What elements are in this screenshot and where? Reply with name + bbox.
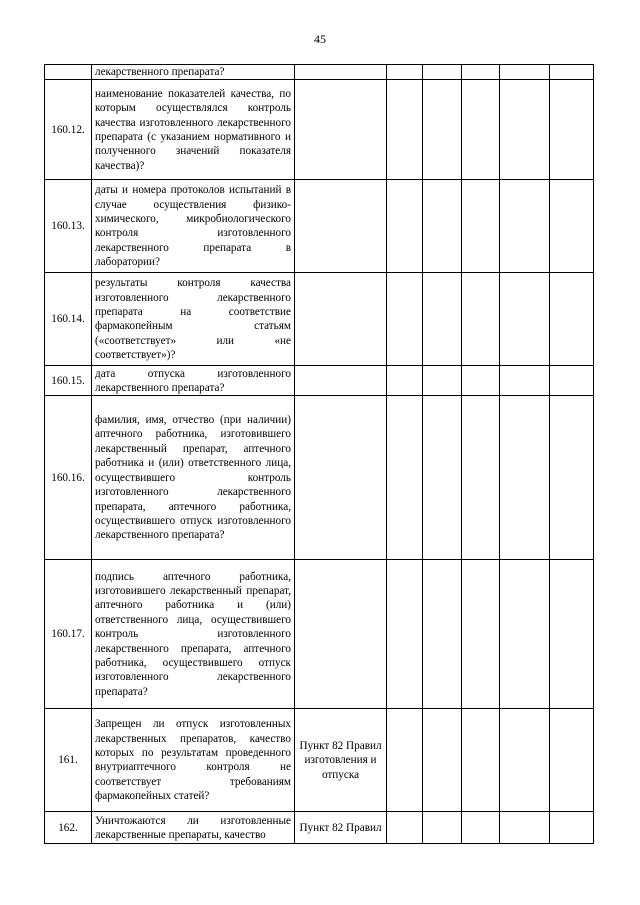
empty-cell xyxy=(550,396,594,560)
table-row xyxy=(45,65,594,80)
item-question: Уничтожаются ли изготовленные лекарственные препараты, качество xyxy=(92,812,295,844)
empty-cell xyxy=(423,80,462,180)
empty-cell xyxy=(423,812,462,844)
table-row xyxy=(45,273,594,366)
table-row xyxy=(45,80,594,180)
empty-cell xyxy=(500,812,550,844)
table-row xyxy=(45,812,594,844)
empty-cell xyxy=(462,273,500,366)
empty-cell xyxy=(500,180,550,273)
item-reference xyxy=(295,560,387,709)
item-reference xyxy=(295,366,387,396)
empty-cell xyxy=(462,709,500,812)
empty-cell xyxy=(462,180,500,273)
empty-cell xyxy=(387,396,423,560)
empty-cell xyxy=(500,65,550,80)
empty-cell xyxy=(550,709,594,812)
empty-cell xyxy=(462,65,500,80)
empty-cell xyxy=(423,396,462,560)
empty-cell xyxy=(550,80,594,180)
item-number: 161. xyxy=(45,709,92,812)
empty-cell xyxy=(500,709,550,812)
empty-cell xyxy=(550,560,594,709)
item-reference xyxy=(295,273,387,366)
empty-cell xyxy=(462,366,500,396)
empty-cell xyxy=(500,396,550,560)
empty-cell xyxy=(387,273,423,366)
empty-cell xyxy=(500,80,550,180)
item-number: 160.12. xyxy=(45,80,92,180)
empty-cell xyxy=(423,65,462,80)
item-number: 160.16. xyxy=(45,396,92,560)
item-reference xyxy=(295,65,387,80)
empty-cell xyxy=(387,709,423,812)
empty-cell xyxy=(500,366,550,396)
item-reference xyxy=(295,180,387,273)
item-question: даты и номера протоколов испытаний в случае осуществления физико-химического, микробиологического контроля изготовленного лекарственного препарата в лаборатории? xyxy=(92,180,295,273)
table-row xyxy=(45,709,594,812)
item-reference xyxy=(295,80,387,180)
table-row xyxy=(45,366,594,396)
item-question: результаты контроля качества изготовленного лекарственного препарата на соответствие фармакопейным статьям («соответствует» или «не соответствует»)? xyxy=(92,273,295,366)
empty-cell xyxy=(423,366,462,396)
item-number: 160.15. xyxy=(45,366,92,396)
empty-cell xyxy=(462,560,500,709)
empty-cell xyxy=(550,812,594,844)
empty-cell xyxy=(550,180,594,273)
item-number xyxy=(45,65,92,80)
empty-cell xyxy=(550,65,594,80)
empty-cell xyxy=(387,65,423,80)
item-number: 160.17. xyxy=(45,560,92,709)
item-number: 162. xyxy=(45,812,92,844)
item-reference: Пункт 82 Правил xyxy=(295,812,387,844)
empty-cell xyxy=(387,180,423,273)
item-reference xyxy=(295,396,387,560)
empty-cell xyxy=(387,80,423,180)
item-question: подпись аптечного работника, изготовившего лекарственный препарат, аптечного работника и (или) ответственного лица, осуществившего контроль изготовленного лекарственного препарата, аптечного работника, осуществившего отпуск изготовленного лекарственного препарата? xyxy=(92,560,295,709)
empty-cell xyxy=(550,366,594,396)
item-number: 160.14. xyxy=(45,273,92,366)
item-question: лекарственного препарата? xyxy=(92,65,295,80)
item-question: Запрещен ли отпуск изготовленных лекарственных препаратов, качество которых по результатам проведенного внутриаптечного контроля не соответствует требованиям фармакопейных статей? xyxy=(92,709,295,812)
empty-cell xyxy=(423,560,462,709)
item-number: 160.13. xyxy=(45,180,92,273)
empty-cell xyxy=(387,812,423,844)
item-question: наименование показателей качества, по которым осуществлялся контроль качества изготовленного лекарственного препарата (с указанием нормативного и полученного значений показателя качества)? xyxy=(92,80,295,180)
item-question: фамилия, имя, отчество (при наличии) аптечного работника, изготовившего лекарственный препарат, аптечного работника и (или) ответственного лица, осуществившего контроль изготовленного лекарственного препарата, аптечного работника, осуществившего отпуск изготовленного лекарственного препарата? xyxy=(92,396,295,560)
empty-cell xyxy=(462,80,500,180)
item-question: дата отпуска изготовленного лекарственного препарата? xyxy=(92,366,295,396)
page-number: 45 xyxy=(314,32,326,46)
empty-cell xyxy=(462,812,500,844)
table-row xyxy=(45,180,594,273)
empty-cell xyxy=(500,273,550,366)
table-row xyxy=(45,396,594,560)
empty-cell xyxy=(423,180,462,273)
empty-cell xyxy=(500,560,550,709)
table-row xyxy=(45,560,594,709)
empty-cell xyxy=(423,273,462,366)
empty-cell xyxy=(387,366,423,396)
empty-cell xyxy=(387,560,423,709)
empty-cell xyxy=(423,709,462,812)
item-reference: Пункт 82 Правил изготовления и отпуска xyxy=(295,709,387,812)
empty-cell xyxy=(550,273,594,366)
checklist-table xyxy=(44,64,594,844)
empty-cell xyxy=(462,396,500,560)
